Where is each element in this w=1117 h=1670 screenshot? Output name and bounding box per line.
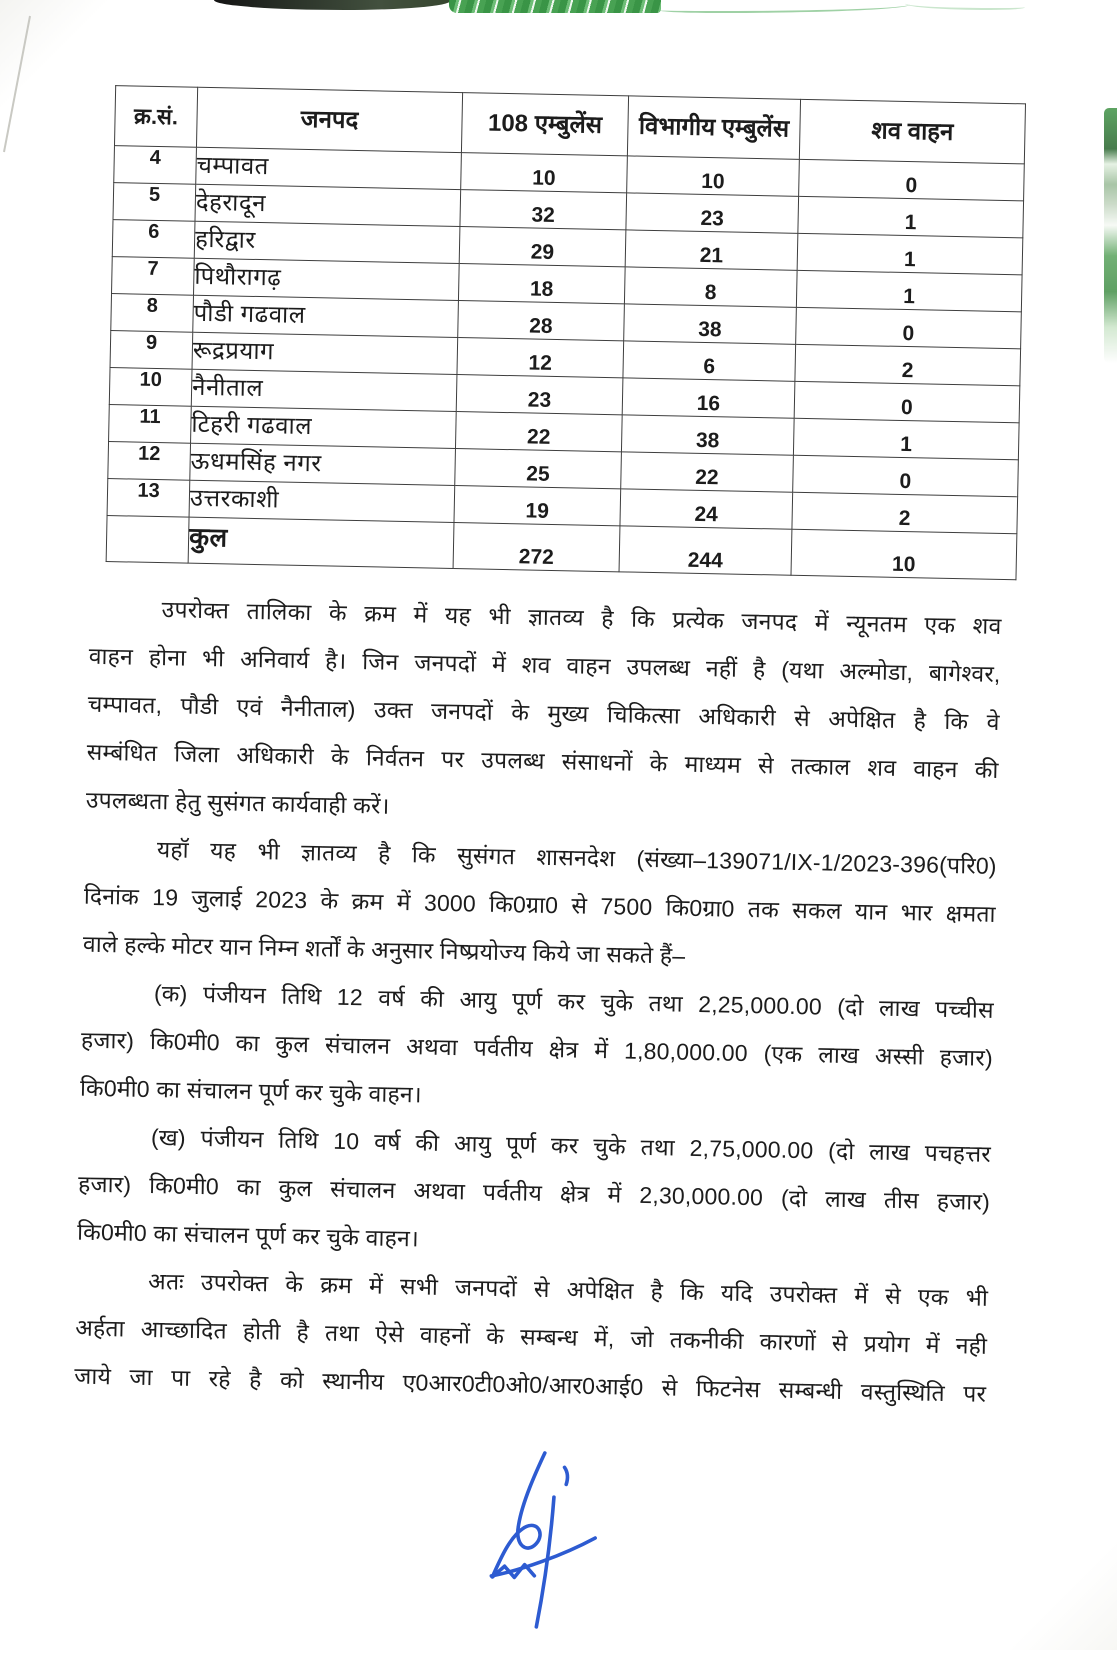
cell-dept-total: 244 bbox=[619, 526, 792, 575]
cell-district: ऊधमसिंह नगर bbox=[190, 443, 456, 485]
paragraph-line: कि0मी0 का संचालन पूर्ण कर चुके वाहन। bbox=[76, 1218, 420, 1252]
header-district: जनपद bbox=[196, 87, 462, 152]
cell-serial: 8 bbox=[111, 294, 194, 333]
body-text bbox=[74, 584, 1002, 1418]
cell-district: नैनीताल bbox=[191, 369, 457, 411]
cell-district: देहरादून bbox=[195, 184, 461, 226]
paragraph-line: कि0मी0 का संचालन पूर्ण कर चुके वाहन। bbox=[79, 1074, 423, 1108]
cell-serial: 10 bbox=[109, 368, 192, 407]
paragraph-line: जाये जा पा रहे है को स्थानीय ए0आर0टी0ओ0/आर0आई0 से फिटनेस सम्बन्धी वस्तुस्थिति पर bbox=[74, 1362, 987, 1407]
cell-district: उत्तरकाशी bbox=[189, 480, 455, 522]
cell-108: 12 bbox=[457, 338, 624, 378]
cell-hearse: 0 bbox=[794, 381, 1020, 423]
cell-dept: 16 bbox=[622, 378, 795, 418]
scan-artifact-green-wisp bbox=[905, 1, 1025, 10]
paragraph-line: अतः उपरोक्त के क्रम में सभी जनपदों से अपेक्षित है कि यदि उपरोक्त में से एक भी bbox=[147, 1268, 989, 1311]
cell-dept: 8 bbox=[624, 267, 797, 307]
cell-hearse: 0 bbox=[793, 455, 1019, 497]
paragraph-line: वाहन होना भी अनिवार्य है। जिन जनपदों में शव वाहन उपलब्ध नहीं है (यथा अल्मोडा, बागेश्वर, bbox=[88, 642, 1001, 687]
cell-hearse: 2 bbox=[792, 492, 1018, 534]
cell-hearse: 0 bbox=[796, 307, 1022, 349]
cell-serial bbox=[106, 516, 189, 564]
ambulance-table bbox=[106, 85, 1026, 580]
cell-hearse: 1 bbox=[793, 418, 1019, 460]
cell-dept: 10 bbox=[627, 156, 800, 196]
cell-hearse: 1 bbox=[797, 233, 1023, 275]
cell-108: 32 bbox=[460, 190, 627, 230]
cell-hearse-total: 10 bbox=[791, 529, 1017, 580]
cell-hearse: 0 bbox=[799, 159, 1025, 201]
cell-108: 19 bbox=[454, 485, 621, 525]
cell-hearse: 2 bbox=[795, 344, 1021, 386]
header-hearse: शव वाहन bbox=[799, 99, 1025, 164]
cell-108: 22 bbox=[455, 412, 622, 452]
paragraph-line: अर्हता आच्छादित होती है तथा ऐसे वाहनों के सम्बन्ध में, जो तकनीकी कारणों से प्रयोग में नही bbox=[74, 1314, 988, 1359]
cell-dept: 24 bbox=[620, 489, 793, 529]
cell-district: रूद्रप्रयाग bbox=[192, 332, 458, 374]
paragraph-line: उपरोक्त तालिका के क्रम में यह भी ज्ञातव्य है कि प्रत्येक जनपद में न्यूनतम एक शव bbox=[161, 596, 1002, 639]
paragraph-line: दिनांक 19 जुलाई 2023 के क्रम में 3000 कि0ग्रा0 से 7500 कि0ग्रा0 तक सकल यान भार क्षमता bbox=[83, 882, 997, 927]
cell-108: 10 bbox=[461, 153, 628, 193]
cell-serial: 6 bbox=[112, 220, 195, 259]
cell-serial: 13 bbox=[107, 479, 190, 518]
cell-serial: 4 bbox=[114, 146, 197, 185]
header-serial: क्र.सं. bbox=[114, 86, 197, 148]
cell-serial: 11 bbox=[109, 405, 192, 444]
cell-district: टिहरी गढवाल bbox=[191, 406, 457, 448]
cell-district: हरिद्वार bbox=[194, 221, 460, 263]
cell-serial: 12 bbox=[108, 442, 191, 481]
cell-108: 25 bbox=[455, 449, 622, 489]
cell-serial: 7 bbox=[112, 257, 195, 296]
paragraph-line: वाले हल्के मोटर यान निम्न शर्तों के अनुसार निष्प्रयोज्य किये जा सकते हैं– bbox=[82, 930, 686, 969]
cell-dept: 22 bbox=[621, 452, 794, 492]
paragraph-line: सम्बंधित जिला अधिकारी के निर्वतन पर उपलब्ध संसाधनों के माध्यम से तत्काल शव वाहन की bbox=[86, 738, 999, 783]
cell-dept: 38 bbox=[624, 304, 797, 344]
cell-serial: 5 bbox=[113, 183, 196, 222]
cell-total-label: कुल bbox=[188, 517, 454, 568]
cell-108: 29 bbox=[459, 227, 626, 267]
cell-hearse: 1 bbox=[796, 270, 1022, 312]
header-108-ambulance: 108 एम्बुलेंस bbox=[461, 93, 628, 156]
signature-ink bbox=[487, 1444, 619, 1642]
cell-district: चम्पावत bbox=[196, 147, 462, 189]
cell-108-total: 272 bbox=[453, 522, 620, 571]
cell-dept: 21 bbox=[625, 230, 798, 270]
paragraph-line: चम्पावत, पौडी एवं नैनीताल) उक्त जनपदों के मुख्य चिकित्सा अधिकारी से अपेक्षित है कि वे bbox=[87, 690, 1000, 735]
cell-108: 28 bbox=[458, 301, 625, 341]
paragraph-line: यहॉ यह भी ज्ञातव्य है कि सुसंगत शासनदेश (संख्या–139071/IX-1/2023-396(परि0) bbox=[156, 836, 997, 879]
paragraph-line: उपलब्धता हेतु सुसंगत कार्यवाही करें। bbox=[85, 786, 390, 819]
cell-dept: 6 bbox=[623, 341, 796, 381]
paragraph-line: (ख) पंजीयन तिथि 10 वर्ष की आयु पूर्ण कर चुके तथा 2,75,000.00 (दो लाख पचहत्तर bbox=[150, 1124, 992, 1167]
paragraph-line: हजार) कि0मी0 का कुल संचालन अथवा पर्वतीय क्षेत्र में 2,30,000.00 (दो लाख तीस हजार) bbox=[77, 1170, 991, 1215]
paragraph-line: हजार) कि0मी0 का कुल संचालन अथवा पर्वतीय क्षेत्र में 1,80,000.00 (एक लाख अस्सी हजार) bbox=[80, 1026, 994, 1071]
paragraph-line: (क) पंजीयन तिथि 12 वर्ष की आयु पूर्ण कर चुके तथा 2,25,000.00 (दो लाख पच्चीस bbox=[153, 980, 995, 1023]
cell-district: पौडी गढवाल bbox=[193, 295, 459, 337]
cell-hearse: 1 bbox=[798, 196, 1024, 238]
header-dept-ambulance: विभागीय एम्बुलेंस bbox=[627, 96, 800, 159]
cell-dept: 38 bbox=[621, 415, 794, 455]
cell-dept: 23 bbox=[626, 193, 799, 233]
cell-district: पिथौरागढ़ bbox=[193, 258, 459, 300]
cell-serial: 9 bbox=[110, 331, 193, 370]
cell-108: 23 bbox=[456, 375, 623, 415]
cell-108: 18 bbox=[458, 264, 625, 304]
